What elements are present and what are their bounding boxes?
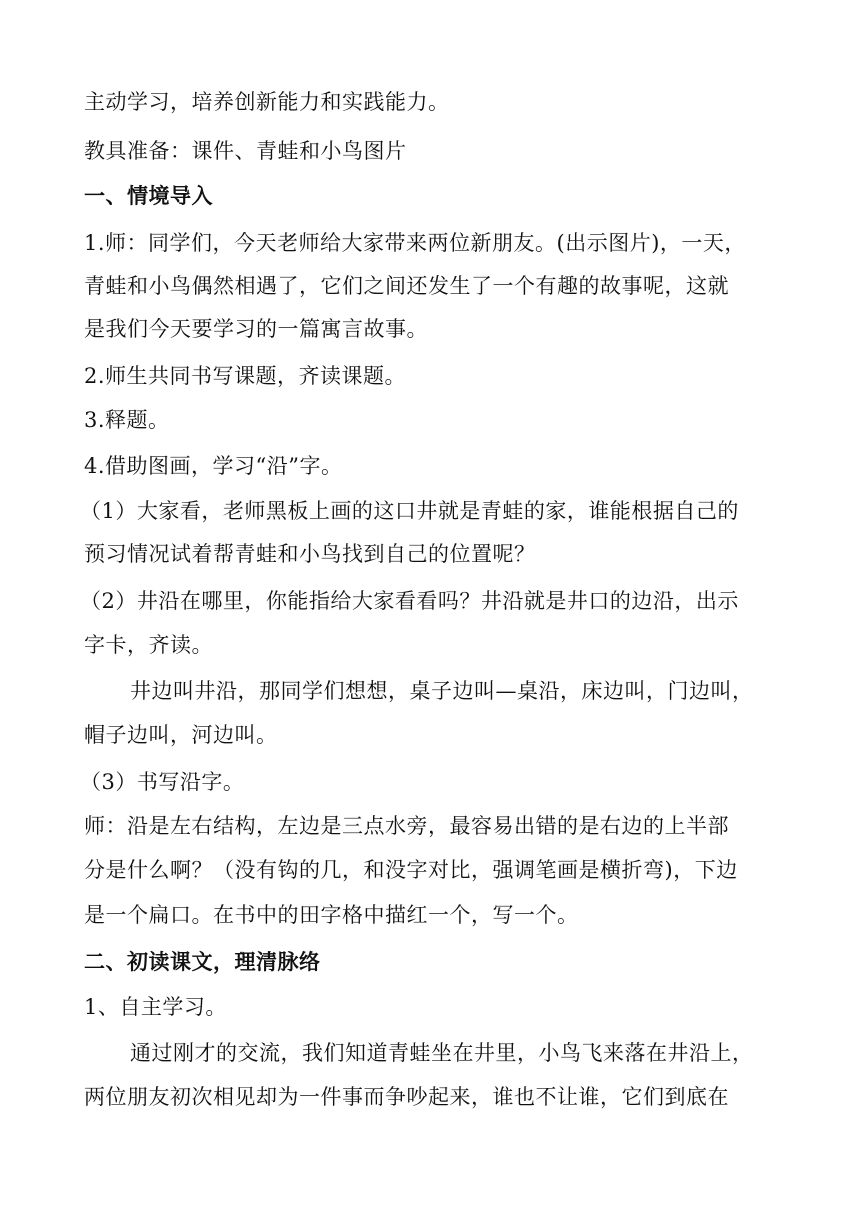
- text-line: 两位朋友初次相见却为一件事而争吵起来，谁也不让谁，它们到底在: [84, 1085, 729, 1109]
- text-line: 预习情况试着帮青蛙和小鸟找到自己的位置呢？: [84, 542, 536, 566]
- text-line: 4.借助图画，学习“沿”字。: [84, 454, 343, 478]
- text-line: （3）书写沿字。: [80, 770, 245, 794]
- text-line: 师：沿是左右结构，左边是三点水旁，最容易出错的是右边的上半部: [84, 814, 729, 838]
- section-heading: 一、情境导入: [84, 184, 213, 208]
- text-line: 1、自主学习。: [84, 995, 227, 1019]
- section-heading: 二、初读课文，理清脉络: [84, 950, 321, 974]
- text-line: 主动学习，培养创新能力和实践能力。: [84, 90, 450, 114]
- text-line: （1）大家看，老师黑板上画的这口井就是青蛙的家，谁能根据自己的: [80, 499, 739, 523]
- text-line: 通过刚才的交流，我们知道青蛙坐在井里，小鸟飞来落在井沿上，: [130, 1041, 754, 1065]
- text-line: 1.师：同学们，今天老师给大家带来两位新朋友。(出示图片)，一天，: [84, 231, 746, 255]
- text-line: （2）井沿在哪里，你能指给大家看看吗？井沿就是井口的边沿，出示: [80, 589, 739, 613]
- text-line: 井边叫井沿，那同学们想想，桌子边叫—桌沿，床边叫，门边叫，: [130, 679, 754, 703]
- text-line: 3.释题。: [84, 408, 170, 432]
- text-line: 是一个扁口。在书中的田字格中描红一个，写一个。: [84, 903, 579, 927]
- text-line: 青蛙和小鸟偶然相遇了，它们之间还发生了一个有趣的故事呢，这就: [84, 274, 729, 298]
- text-line: 是我们今天要学习的一篇寓言故事。: [84, 317, 428, 341]
- text-line: 教具准备：课件、青蛙和小鸟图片: [84, 139, 407, 163]
- text-line: 字卡，齐读。: [84, 633, 213, 657]
- text-line: 2.师生共同书写课题，齐读课题。: [84, 364, 407, 388]
- text-line: 分是什么啊？（没有钩的几，和没字对比，强调笔画是横折弯)，下边: [84, 858, 738, 882]
- text-line: 帽子边叫，河边叫。: [84, 723, 278, 747]
